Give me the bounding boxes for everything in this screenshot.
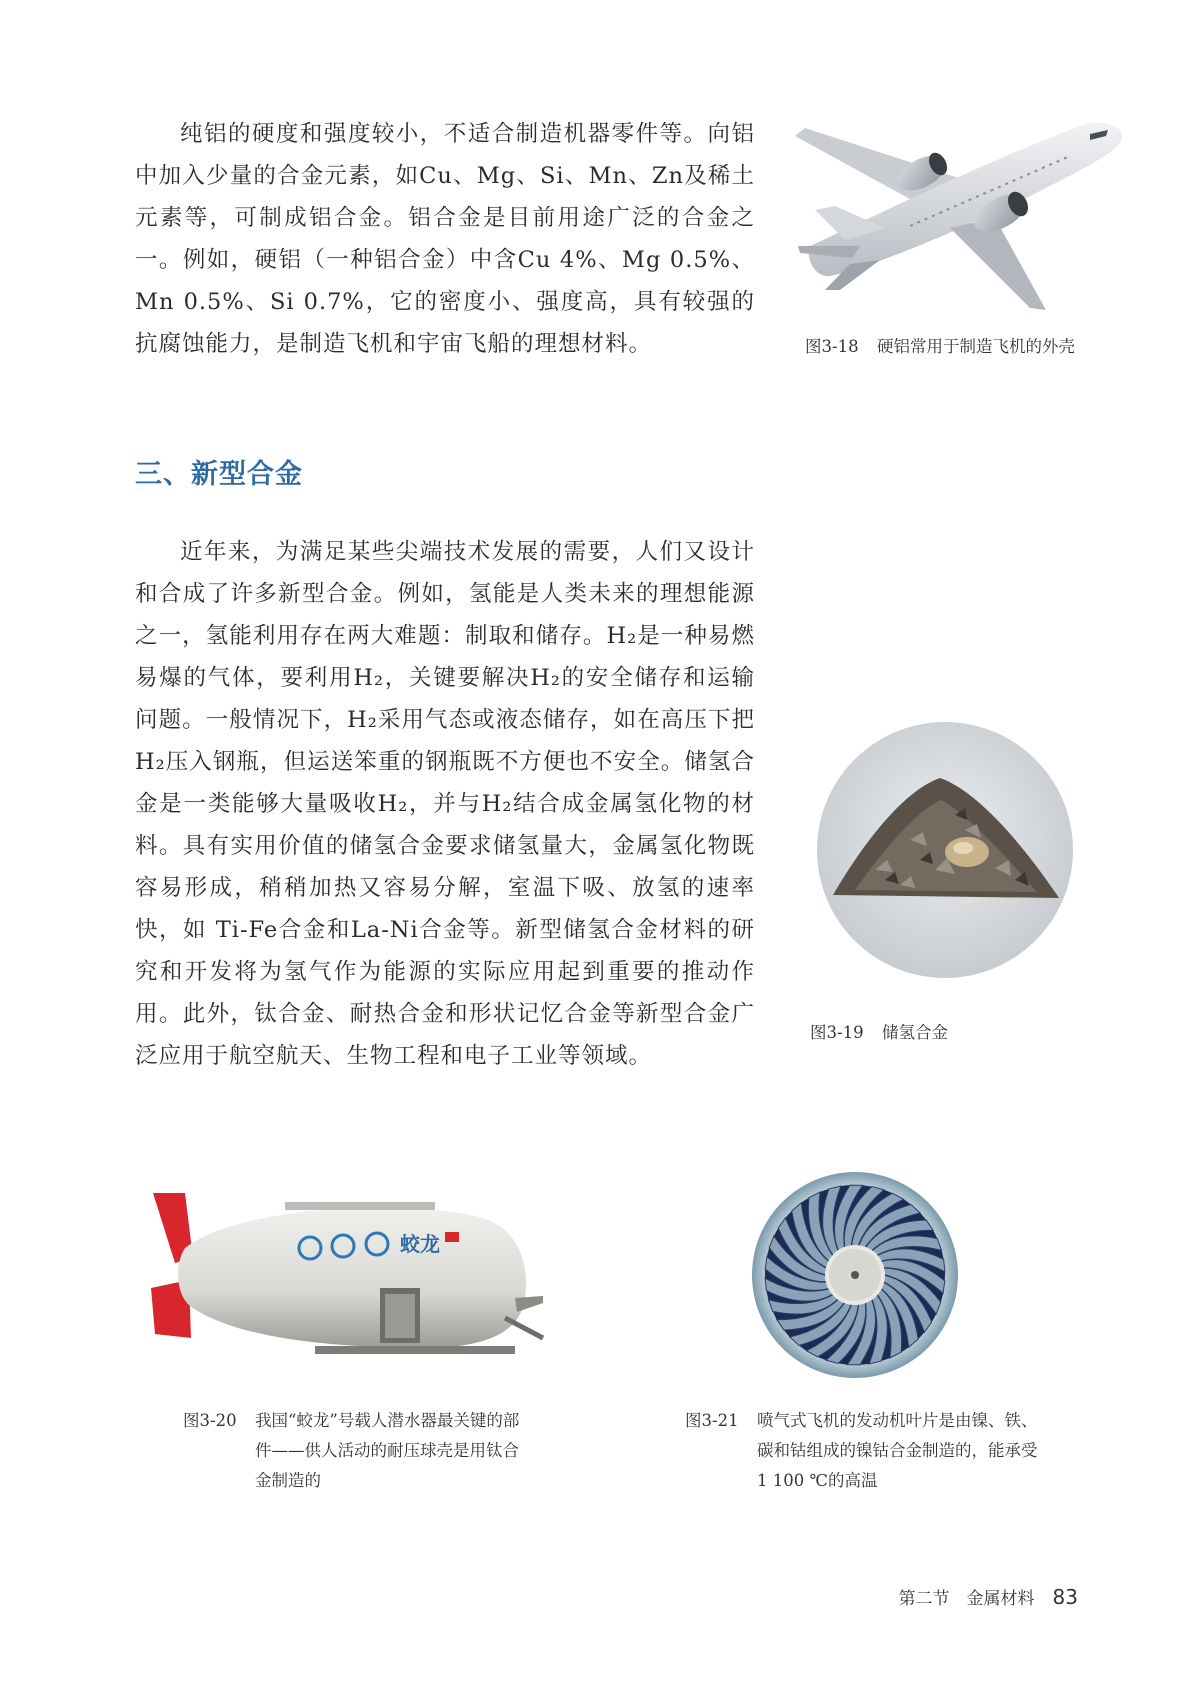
figure-caption-text: 我国“蛟龙”号载人潜水器最关键的部件——供人活动的耐压球壳是用钛合金制造的: [255, 1411, 520, 1490]
paragraph-aluminum-alloy: 纯铝的硬度和强度较小，不适合制造机器零件等。向铝中加入少量的合金元素，如Cu、Mg、Si、Mn、Zn及稀土元素等，可制成铝合金。铝合金是目前用途广泛的合金之一。例如，硬铝（一种铝合金）中含Cu 4%、Mg 0.5%、Mn 0.5%、Si 0.7%，它的密度小、强度高，具有较强的抗腐蚀能力，是制造飞机和宇宙飞船的理想材料。: [135, 121, 755, 357]
turbine-fan-icon: [750, 1170, 960, 1380]
page-number: 83: [1052, 1585, 1078, 1609]
figure-number: 图3-21: [685, 1411, 739, 1430]
vessel-name-marking: 蛟龙: [400, 1232, 440, 1256]
figure-caption-text: 硬铝常用于制造飞机的外壳: [877, 337, 1075, 356]
hydrogen-alloy-figure: [815, 720, 1075, 980]
figure-caption-text: 喷气式飞机的发动机叶片是由镍、铁、碳和钴组成的镍钴合金制造的，能承受1 100 ℃的高温: [757, 1411, 1038, 1490]
paragraph-new-alloys: 近年来，为满足某些尖端技术发展的需要，人们又设计和合成了许多新型合金。例如，氢能是人类未来的理想能源之一，氢能利用存在两大难题：制取和储存。H₂是一种易燃易爆的气体，要利用H₂，关键要解决H₂的安全储存和运输问题。一般情况下，H₂采用气态或液态储存，如在高压下把H₂压入钢瓶，但运送笨重的钢瓶既不方便也不安全。储氢合金是一类能够大量吸收H₂，并与H₂结合成金属氢化物的材料。具有实用价值的储氢合金要求储氢量大，金属氢化物既容易形成，稍稍加热又容易分解，室温下吸、放氢的速率快，如 Ti-Fe合金和La-Ni合金等。新型储氢合金材料的研究和开发将为氢气作为能源的实际应用起到重要的推动作用。此外，钛合金、耐热合金和形状记忆合金等新型合金广泛应用于航空航天、生物工程和电子工业等领域。: [135, 539, 755, 1069]
airplane-figure: [790, 118, 1130, 318]
section-heading: 三、新型合金: [135, 459, 303, 490]
figure-caption-text: 储氢合金: [882, 1023, 948, 1042]
submersible-icon: [145, 1188, 545, 1370]
footer-section-title: 第二节 金属材料: [898, 1589, 1035, 1609]
turbine-figure: [750, 1170, 960, 1380]
figure-number: 图3-19: [810, 1023, 864, 1042]
submersible-figure: [145, 1188, 545, 1370]
figure-number: 图3-18: [805, 337, 859, 356]
page-footer: [899, 1584, 1078, 1609]
alloy-pile-icon: [815, 720, 1075, 980]
figure-number: 图3-20: [183, 1411, 237, 1430]
airplane-icon: [790, 118, 1130, 318]
